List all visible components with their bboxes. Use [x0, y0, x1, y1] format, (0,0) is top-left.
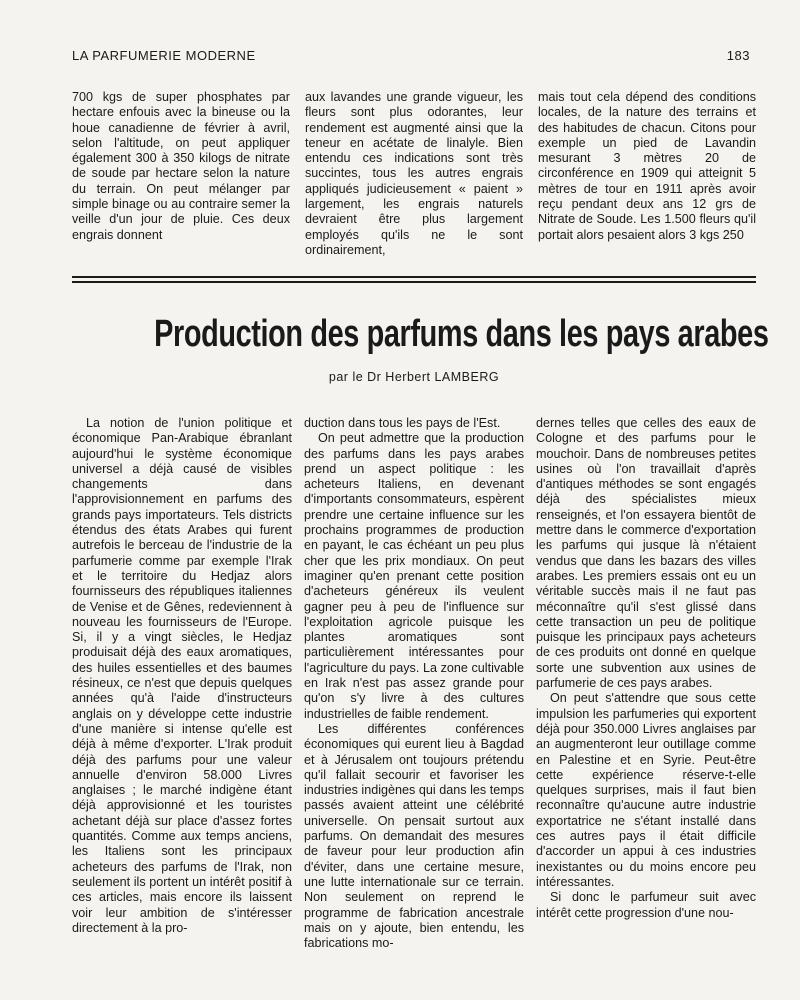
- article-column-2: [304, 416, 524, 951]
- paragraph: On peut s'attendre que sous cette impulsion les parfumeries qui exportent déjà pour 350.000 Livres anglaises par an augmenteront leur outillage comme en Palestine et en Syrie. Peut-être cette expérience réserve-t-elle quelques surprises, mais il faut bien reconnaître qu'aucune autre industrie exportatrice ne s'étant installé dans ces autres pays il était difficile d'accorder un appui à ces industries inexistantes ou du moins encore peu intéressantes.: [536, 691, 756, 889]
- paragraph: Si donc le parfumeur suit avec intérêt cette progression d'une nou-: [536, 890, 756, 920]
- divider-rule-bottom: [72, 281, 756, 283]
- previous-article-column-2: [305, 90, 523, 258]
- article-byline: par le Dr Herbert LAMBERG: [328, 370, 500, 384]
- paragraph: mais tout cela dépend des conditions locales, de la nature des terrains et des habitudes de chacun. Citons pour exemple un pied de Lavandin mesurant 3 mètres 20 de circonférence en 1909 qui atteignit 5 mètres de tour en 1911 après avoir reçu pendant deux ans 12 grs de Nitrate de Soude. Les 1.500 fleurs qu'il portait alors pesaient alors 3 kgs 250: [538, 90, 756, 242]
- article-body: [72, 416, 756, 951]
- page-number: 183: [726, 48, 750, 63]
- previous-article-continuation: [72, 90, 756, 258]
- divider-rule-top: [72, 276, 756, 278]
- paragraph: La notion de l'union politique et économique Pan-Arabique ébranlant aujourd'hui le système économique universel a déjà causé de visibles changements dans l'approvisionnement en parfums des grands pays importateurs. Tels districts étendus des états Arabes qui furent autrefois le berceau de l'industrie de la parfumerie comme par exemple l'Irak et le territoire du Hedjaz alors fournisseurs des républiques italiennes de Venise et de Gênes, redeviennent à nouveau les fournisseurs de l'Europe. Si, il y a vingt siècles, le Hedjaz produisait déjà des eaux aromatiques, des huiles essentielles et des baumes résineux, ce n'est que depuis quelques années qu'à l'aide d'instructeurs anglais on y développe cette industrie d'une manière si intense qu'elle est déjà à même d'exporter. L'Irak produit déjà des parfums pour une valeur annuelle d'environ 58.000 Livres anglaises ; le marché indigène étant déjà approvisionné et les touristes achetant déjà sur place d'assez fortes quantités. Comme aux temps anciens, les Italiens sont les principaux acheteurs des parfums de l'Irak, non seulement ils portent un intérêt positif à ces articles, mais encore ils laissent voir leur ambition de s'intéresser directement à la pro-: [72, 416, 292, 935]
- section-divider: [72, 276, 756, 283]
- article-column-1: [72, 416, 292, 951]
- paragraph: Les différentes conférences économiques qui eurent lieu à Bagdad et à Jérusalem ont toujours prétendu qu'il fallait secourir et favoriser les industries indigènes qui dans les temps passés avaient atteint une célébrité universelle. On pensait surtout aux parfums. On demandait des mesures de faveur pour leur production afin d'éviter, dans une certaine mesure, une lutte internationale sur ce terrain. Non seulement on reprend le programme de fabrication ancestrale mais on y ajoute, bien entendu, les fabrications mo-: [304, 721, 524, 951]
- paragraph: dernes telles que celles des eaux de Cologne et des parfums pour le mouchoir. Dans de nombreuses petites usines où l'on travaillait d'après d'antiques méthodes se sont engagés déjà des spécialistes mieux renseignés, et l'on essayera bientôt de mettre dans le commerce d'exportation les parfums qui jusque là n'étaient vendus que dans les bazars des villes arabes. Les premiers essais ont eu un véritable succès mais il ne faut pas méconnaître qu'il s'est glissé dans cette transaction un peu de politique puisque les principaux pays acheteurs de ces produits ont donné en quelque sorte une subvention aux usines de parfumerie de ces pays arabes.: [536, 416, 756, 691]
- previous-article-column-3: [538, 90, 756, 258]
- paragraph: 700 kgs de super phosphates par hectare enfouis avec la bineuse ou la houe canadienne de février à avril, selon l'altitude, on peut appliquer également 300 à 350 kilogs de nitrate de soude par hectare selon la nature du terrain. On peut mélanger par simple binage ou au contraire semer la veille d'un jour de pluie. Ces deux engrais donnent: [72, 90, 290, 242]
- article-column-3: [536, 416, 756, 951]
- article-title: Production des parfums dans les pays arabes: [154, 313, 769, 355]
- paragraph: duction dans tous les pays de l'Est.: [304, 416, 501, 430]
- previous-article-column-1: [72, 90, 290, 258]
- journal-title: LA PARFUMERIE MODERNE: [72, 48, 256, 63]
- paragraph: aux lavandes une grande vigueur, les fleurs sont plus odorantes, leur rendement est augmenté ainsi que la teneur en acétate de linalyle. Bien entendu ces indications sont très succintes, tous les autres engrais appliqués judicieusement « paient » largement, les engrais naturels devraient être plus largement employés qu'ils ne le sont ordinairement,: [305, 90, 523, 257]
- paragraph: On peut admettre que la production des parfums dans les pays arabes prend un aspect politique : les acheteurs Italiens, en devenant d'importants consommateurs, espèrent prendre une certaine influence sur les prochains programmes de production en payant, le cas échéant un peu plus cher que les prix mondiaux. On peut imaginer qu'en prenant cette position d'acheteurs généreux ils veulent gagner peu à peu de l'influence sur l'exploitation agricole puisque les plantes aromatiques sont particulièrement intéressantes pour l'agriculture du pays. La zone cultivable en Irak n'est pas assez grande pour qu'on s'y livre à des cultures industrielles de faible rendement.: [304, 431, 524, 721]
